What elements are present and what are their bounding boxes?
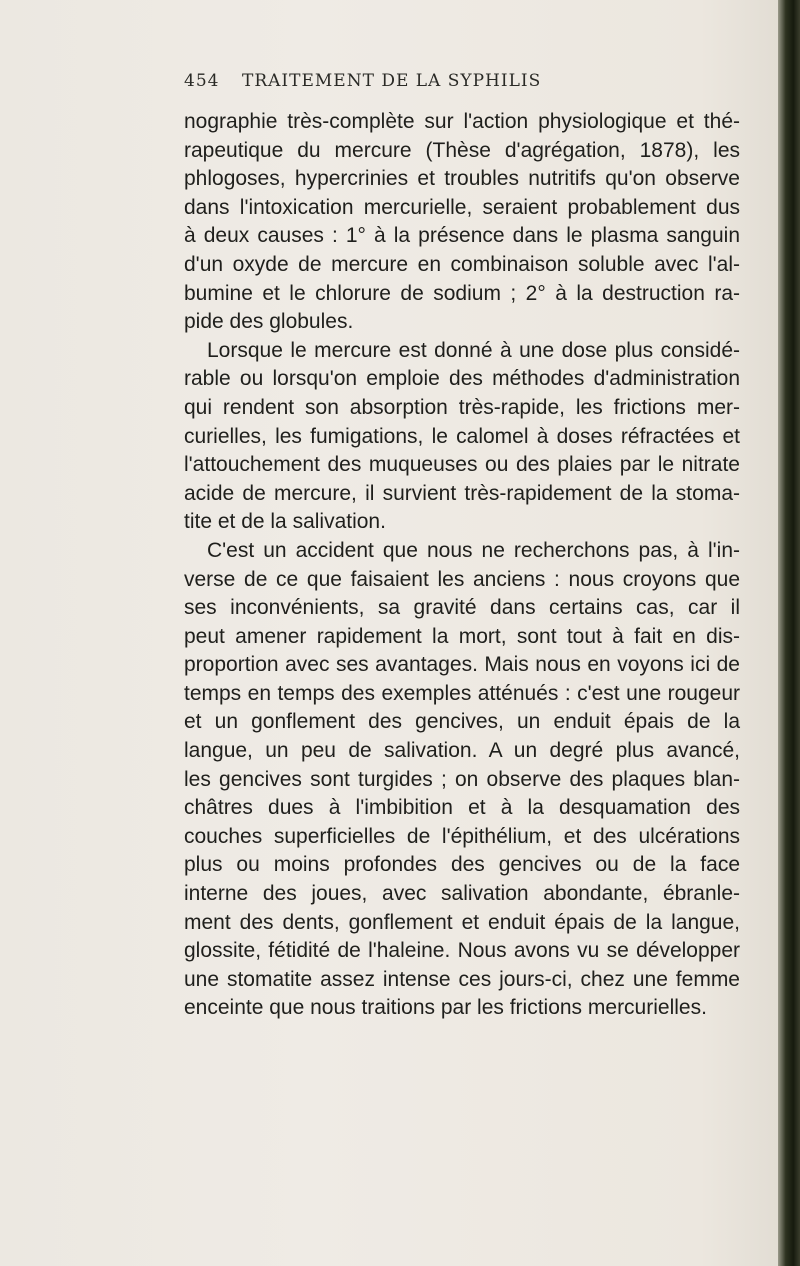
text-line: temps en temps des exemples atténués : c'est une rougeur bbox=[184, 681, 740, 705]
text-line: bumine et le chlorure de sodium ; 2° à la destruction ra- bbox=[184, 281, 740, 305]
text-line: enceinte que nous traitions par les frictions mercurielles. bbox=[184, 996, 707, 1020]
text-line: acide de mercure, il survient très-rapidement de la stoma- bbox=[184, 481, 740, 505]
text-line: plus ou moins profondes des gencives ou de la face bbox=[184, 853, 740, 877]
text-line: glossite, fétidité de l'haleine. Nous avons vu se développer bbox=[184, 939, 740, 963]
body-text bbox=[184, 108, 740, 1023]
text-line: tite et de la salivation. bbox=[184, 510, 386, 534]
text-line: nographie très-complète sur l'action physiologique et thé- bbox=[184, 110, 740, 133]
text-line: C'est un accident que nous ne recherchons pas, à l'in- bbox=[207, 538, 740, 562]
text-line: Lorsque le mercure est donné à une dose plus considé- bbox=[207, 338, 740, 362]
page-number: 454 bbox=[184, 71, 220, 91]
book-binding-edge bbox=[778, 0, 800, 1266]
text-line: à deux causes : 1° à la présence dans le plasma sanguin bbox=[184, 224, 740, 248]
text-line: verse de ce que faisaient les anciens : nous croyons que bbox=[184, 567, 740, 591]
text-line: interne des joues, avec salivation abondante, ébranle- bbox=[184, 882, 740, 906]
text-line: d'un oxyde de mercure en combinaison soluble avec l'al- bbox=[184, 252, 740, 276]
text-line: une stomatite assez intense ces jours-ci, chez une femme bbox=[184, 967, 740, 991]
text-line: ses inconvénients, sa gravité dans certains cas, car il bbox=[184, 596, 740, 620]
text-line: châtres dues à l'imbibition et à la desquamation des bbox=[184, 796, 740, 820]
text-line: couches superficielles de l'épithélium, et des ulcérations bbox=[184, 824, 740, 848]
running-title: TRAITEMENT DE LA SYPHILIS bbox=[242, 71, 542, 91]
text-line: rapeutique du mercure (Thèse d'agrégation, 1878), les bbox=[184, 138, 740, 162]
text-line: les gencives sont turgides ; on observe des plaques blan- bbox=[184, 767, 740, 791]
text-line: peut amener rapidement la mort, sont tout à fait en dis- bbox=[184, 624, 740, 648]
text-line: pide des globules. bbox=[184, 310, 354, 334]
text-line: qui rendent son absorption très-rapide, les frictions mer- bbox=[184, 395, 740, 419]
text-line: dans l'intoxication mercurielle, seraient probablement dus bbox=[184, 195, 740, 219]
text-line: langue, un peu de salivation. A un degré plus avancé, bbox=[184, 739, 740, 763]
text-line: l'attouchement des muqueuses ou des plaies par le nitrate bbox=[184, 453, 740, 477]
text-line: et un gonflement des gencives, un enduit épais de la bbox=[184, 710, 740, 734]
text-line: phlogoses, hypercrinies et troubles nutritifs qu'on observe bbox=[184, 167, 740, 191]
text-line: rable ou lorsqu'on emploie des méthodes d'administration bbox=[184, 367, 740, 391]
text-line: proportion avec ses avantages. Mais nous en voyons ici de bbox=[184, 653, 740, 677]
text-line: ment des dents, gonflement et enduit épais de la langue, bbox=[184, 910, 740, 934]
text-line: curielles, les fumigations, le calomel à doses réfractées et bbox=[184, 424, 740, 448]
